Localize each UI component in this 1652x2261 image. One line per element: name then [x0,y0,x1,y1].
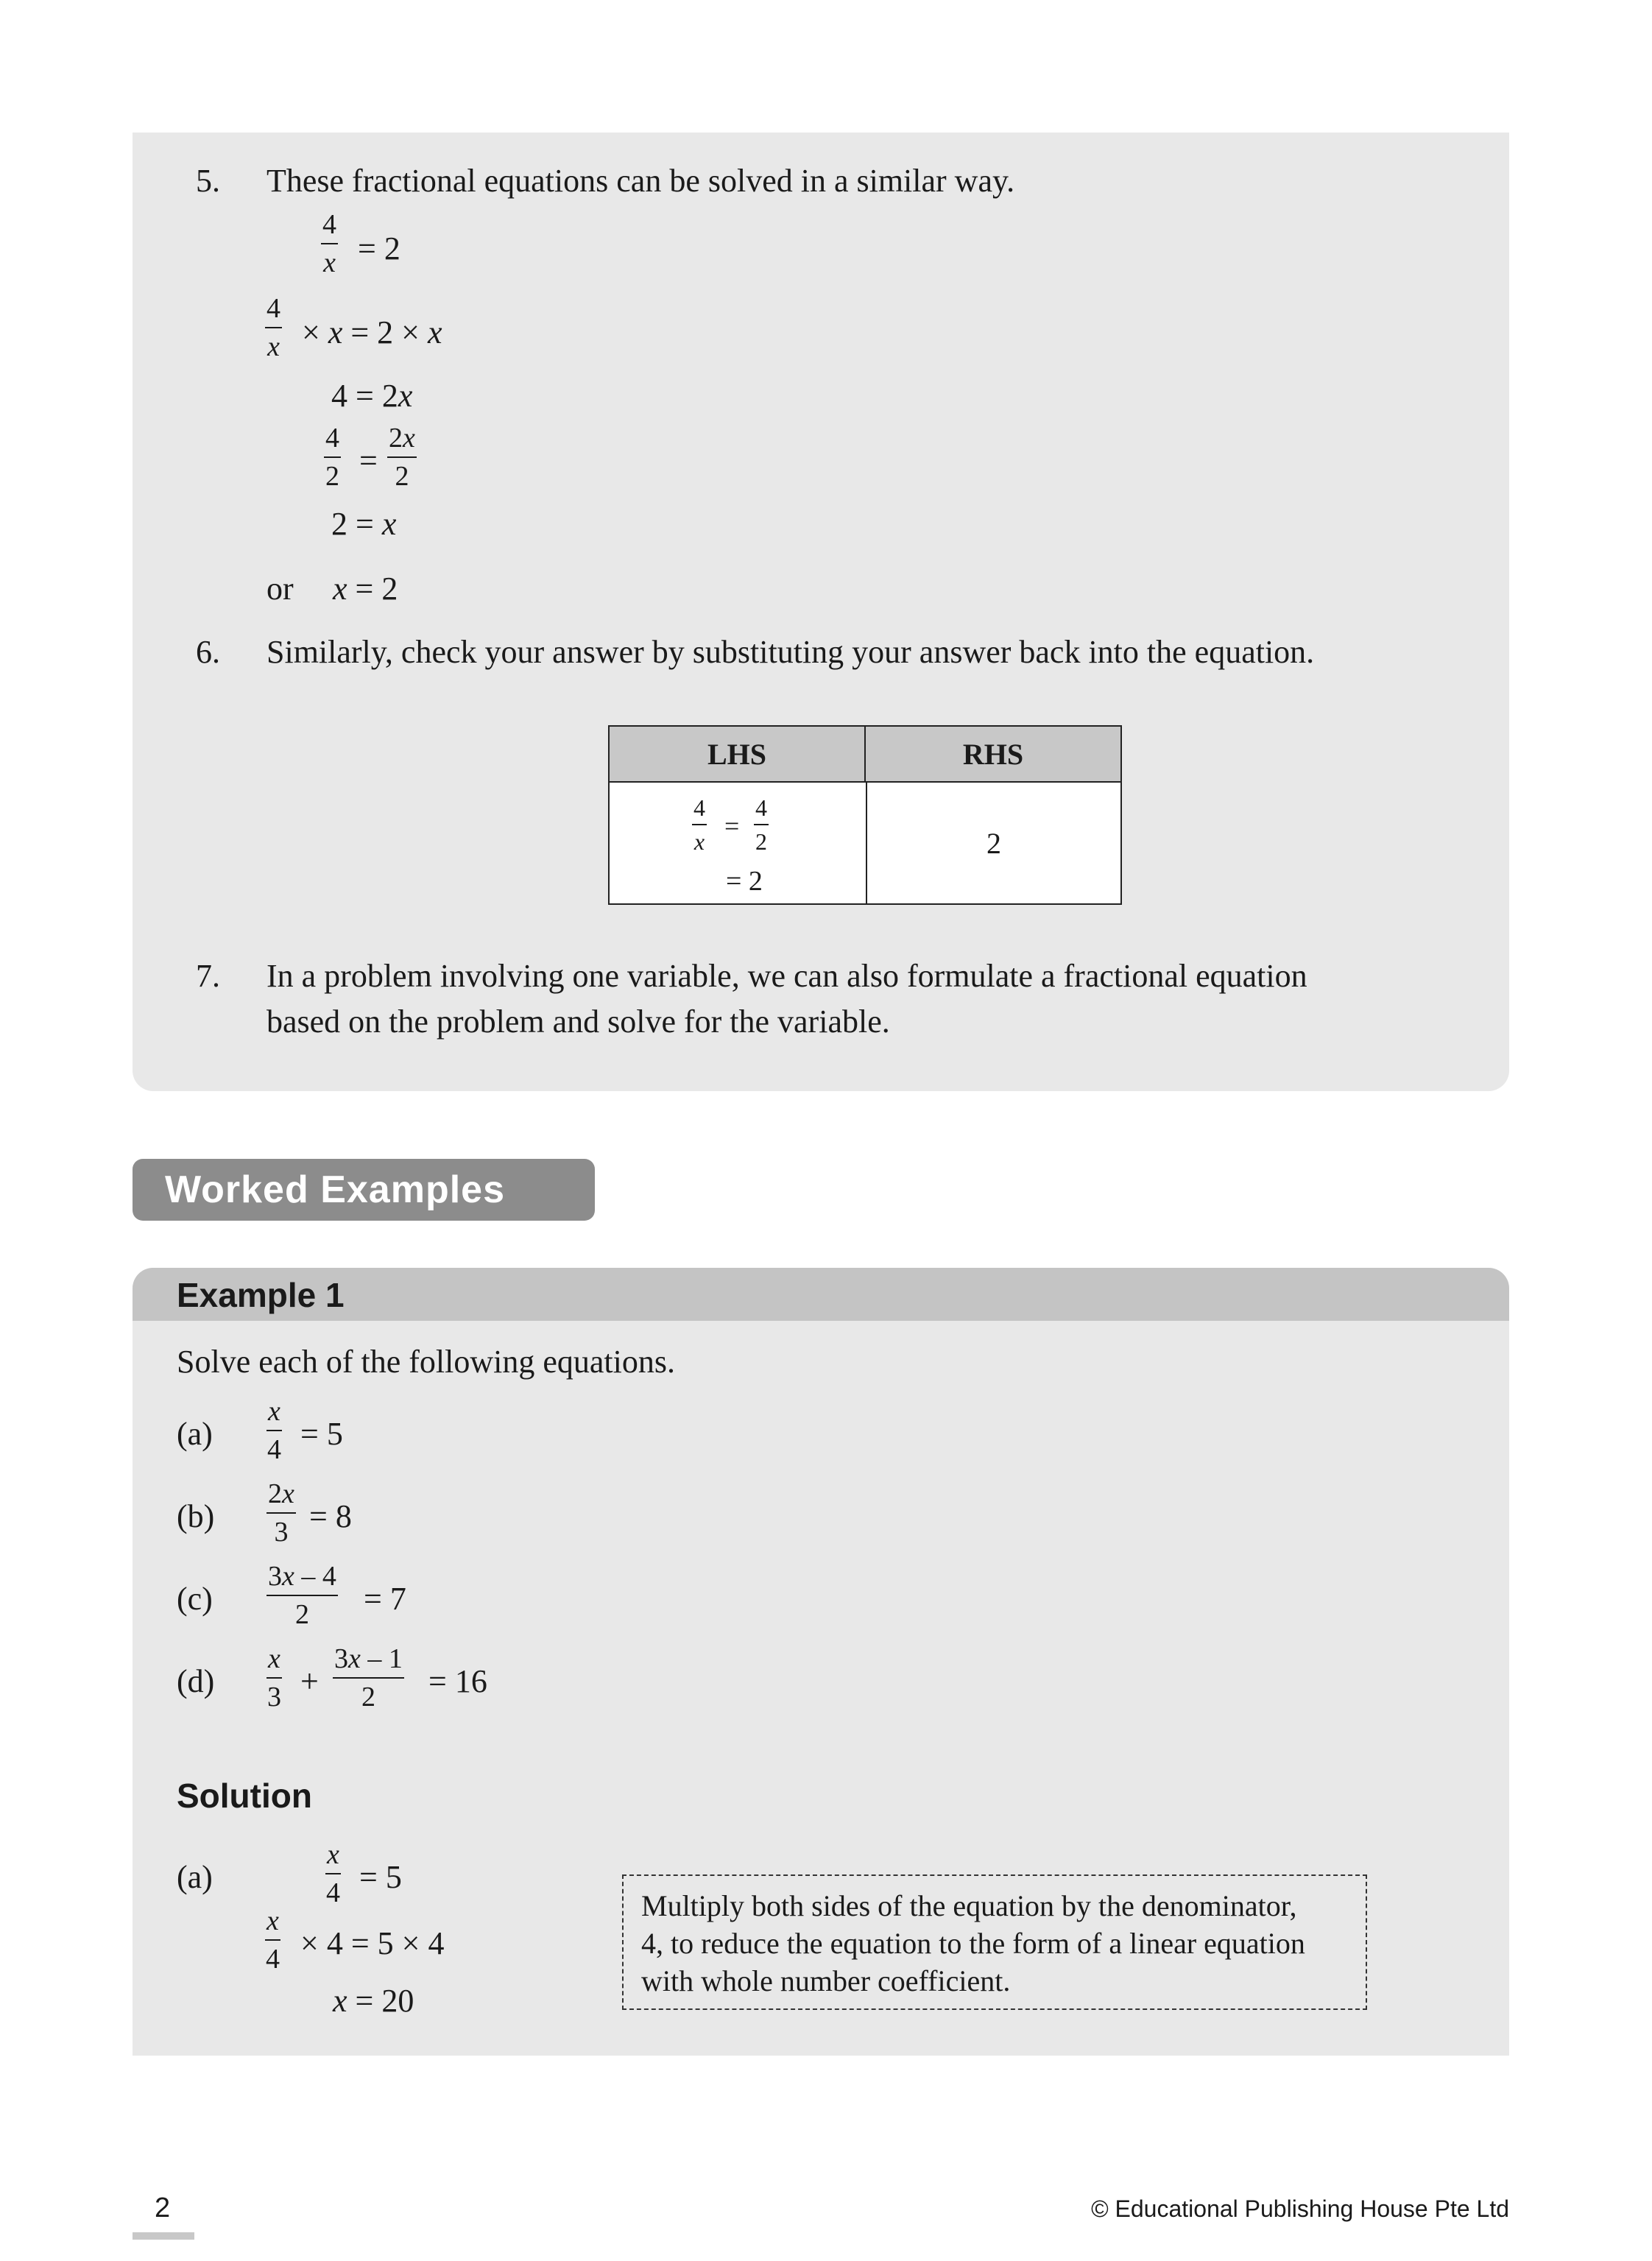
equation-rhs: = 16 [428,1663,487,1699]
fraction: x 4 [325,1839,340,1908]
fraction: x 3 [266,1643,281,1712]
equation: x = 20 [333,1983,414,2019]
equation: 2 = x [331,506,397,542]
table-header-lhs: LHS [610,727,866,783]
part-label: (b) [177,1498,215,1534]
fraction: 2x 3 [268,1478,294,1548]
page-number-bar [133,2232,194,2240]
equation-rhs: = 5 [300,1416,343,1452]
equation-rhs: = 7 [364,1581,406,1617]
fraction: 4 x [266,293,280,362]
fraction: 3x – 1 2 [334,1643,403,1712]
item-text-line2: based on the problem and solve for the variable. [266,1003,890,1040]
hint-line: with whole number coefficient. [641,1964,1011,1997]
notes-panel [133,133,1509,1091]
fraction: 4 2 [755,794,767,855]
lhs-rhs-table [608,725,1122,905]
part-label: (a) [177,1416,213,1452]
plus-sign: + [300,1663,319,1699]
equation: x = 2 [333,571,398,607]
item-text-line1: In a problem involving one variable, we can also formulate a fractional equation [266,958,1307,994]
page-number: 2 [155,2193,171,2223]
equation-rest: × 4 = 5 × 4 [300,1925,445,1961]
hint-line: Multiply both sides of the equation by the denominator, [641,1889,1297,1922]
example-prompt: Solve each of the following equations. [177,1344,675,1380]
hint-box [622,1874,1367,2010]
table-header-rhs: RHS [866,727,1120,783]
equals-sign: = [359,442,378,479]
fraction: 2x 2 [389,423,415,492]
item-text: These fractional equations can be solved in a similar way. [266,163,1015,199]
fraction: 4 2 [325,423,339,492]
item-text: Similarly, check your answer by substituting your answer back into the equation. [266,634,1315,670]
part-label: (d) [177,1663,215,1699]
equation-rest: × x = 2 × x [302,314,442,350]
part-label: (a) [177,1859,213,1895]
equation: 4 = 2x [331,378,413,414]
equation-rhs: = 5 [359,1859,402,1895]
fraction: x 4 [265,1905,280,1975]
hint-line: 4, to reduce the equation to the form of a linear equation [641,1926,1305,1960]
item-number: 5. [196,163,220,199]
fraction: 4 x [322,209,336,278]
fraction: x 4 [266,1396,281,1465]
table-rhs-value: 2 [986,826,1001,860]
example-title: Example 1 [177,1276,345,1314]
item-number: 7. [196,958,220,994]
worked-examples-tag: Worked Examples [133,1159,595,1221]
fraction: 4 x [693,794,705,855]
or-label: or [266,571,294,607]
fraction: 3x – 4 2 [268,1561,336,1630]
solution-title: Solution [177,1777,312,1815]
part-label: (c) [177,1581,213,1617]
equals-sign: = [724,811,740,841]
table-lhs-result: = 2 [726,866,763,897]
equation-rhs: = 8 [309,1498,352,1534]
item-number: 6. [196,634,220,670]
equation-rhs: = 2 [358,230,400,267]
copyright: © Educational Publishing House Pte Ltd [1091,2195,1509,2222]
